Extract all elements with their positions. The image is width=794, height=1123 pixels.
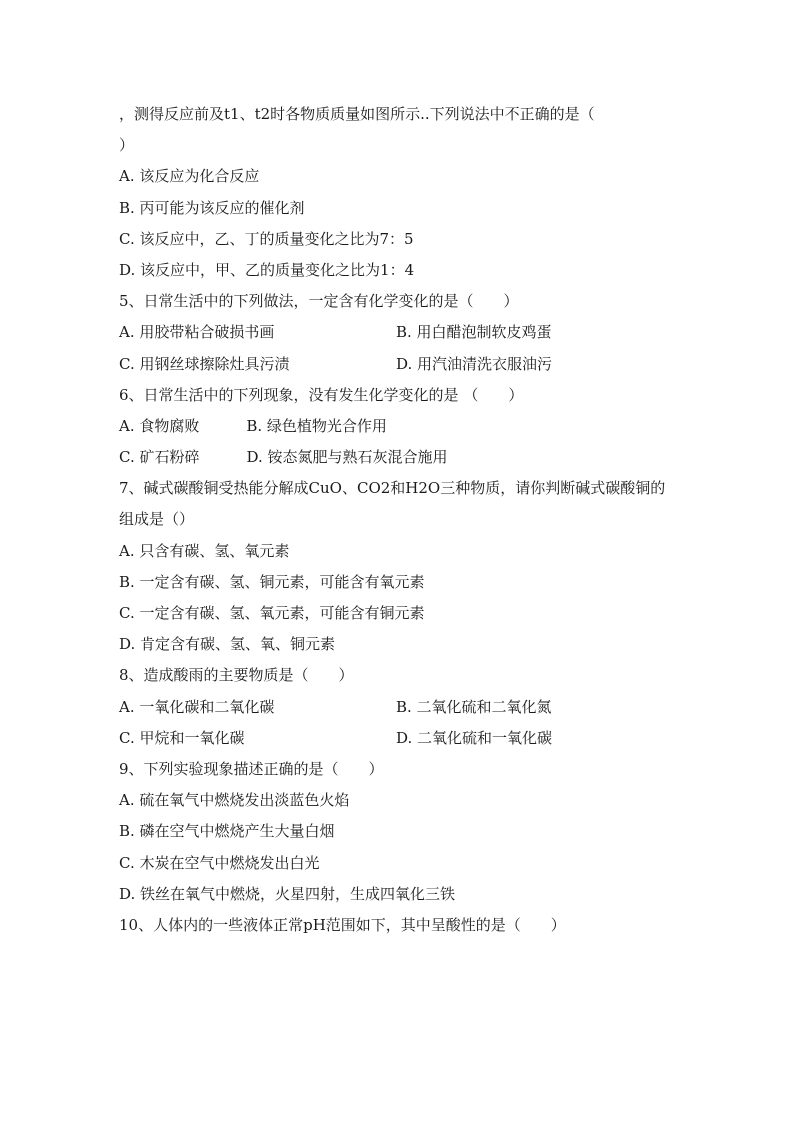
q9-option-a: A. 硫在氧气中燃烧发出淡蓝色火焰	[119, 791, 350, 810]
q7-option-d: D. 肯定含有碳、氢、氧、铜元素	[119, 635, 336, 654]
q7-option-b: B. 一定含有碳、氢、铜元素，可能含有氧元素	[119, 572, 425, 591]
q8-option-d: D. 二氧化硫和一氧化碳	[396, 728, 553, 747]
q8-stem: 8、造成酸雨的主要物质是（ ）	[119, 666, 354, 685]
q9-stem: 9、下列实验现象描述正确的是（ ）	[119, 759, 384, 778]
q4-stem-line1: ，测得反应前及t1、t2时各物质质量如图所示..下列说法中不正确的是（	[119, 105, 595, 123]
q5-options-row1	[119, 317, 689, 348]
q4-option-a: A. 该反应为化合反应	[119, 167, 260, 186]
q5-option-d: D. 用汽油清洗衣服油污	[396, 354, 553, 373]
q5-option-a: A. 用胶带粘合破损书画	[119, 323, 275, 342]
q4-stem-line2: ）	[119, 136, 135, 155]
q9-option-d: D. 铁丝在氧气中燃烧，火星四射，生成四氧化三铁	[119, 884, 456, 903]
q6-stem: 6、日常生活中的下列现象，没有发生化学变化的是 （ ）	[119, 385, 524, 404]
q6-options-row2	[119, 442, 689, 473]
q5-option-c: C. 用钢丝球擦除灶具污渍	[119, 354, 290, 373]
q6-option-c: C. 矿石粉碎	[119, 448, 200, 467]
question-content	[119, 99, 689, 941]
q8-option-a: A. 一氧化碳和二氧化碳	[119, 697, 275, 716]
q4-option-b: B. 丙可能为该反应的催化剂	[119, 198, 305, 217]
q6-options-row1	[119, 411, 689, 442]
q8-option-b: B. 二氧化硫和二氧化氮	[396, 697, 552, 716]
q9-option-b: B. 磷在空气中燃烧产生大量白烟	[119, 822, 335, 841]
q8-options-row2	[119, 723, 689, 754]
q5-options-row2	[119, 349, 689, 380]
q6-option-d: D. 铵态氮肥与熟石灰混合施用	[246, 448, 448, 467]
q8-option-c: C. 甲烷和一氧化碳	[119, 728, 245, 747]
q8-options-row1	[119, 692, 689, 723]
q4-option-d: D. 该反应中，甲、乙的质量变化之比为1：4	[119, 260, 415, 279]
q9-option-c: C. 木炭在空气中燃烧发出白光	[119, 853, 320, 872]
q5-option-b: B. 用白醋泡制软皮鸡蛋	[396, 323, 552, 342]
q4-option-c: C. 该反应中，乙、丁的质量变化之比为7：5	[119, 229, 414, 248]
q10-stem: 10、人体内的一些液体正常pH范围如下，其中呈酸性的是（ ）	[119, 915, 566, 934]
q5-stem: 5、日常生活中的下列做法，一定含有化学变化的是（ ）	[119, 292, 519, 311]
q6-option-b: B. 绿色植物光合作用	[246, 416, 387, 435]
q7-option-a: A. 只含有碳、氢、氧元素	[119, 541, 290, 560]
q6-option-a: A. 食物腐败	[119, 416, 200, 435]
q7-option-c: C. 一定含有碳、氢、氧元素，可能含有铜元素	[119, 604, 425, 622]
q7-stem-line2: 组成是（）	[119, 510, 195, 529]
q7-stem-line1: 7、碱式碳酸铜受热能分解成CuO、CO2和H2O三种物质，请你判断碱式碳酸铜的	[119, 479, 666, 498]
